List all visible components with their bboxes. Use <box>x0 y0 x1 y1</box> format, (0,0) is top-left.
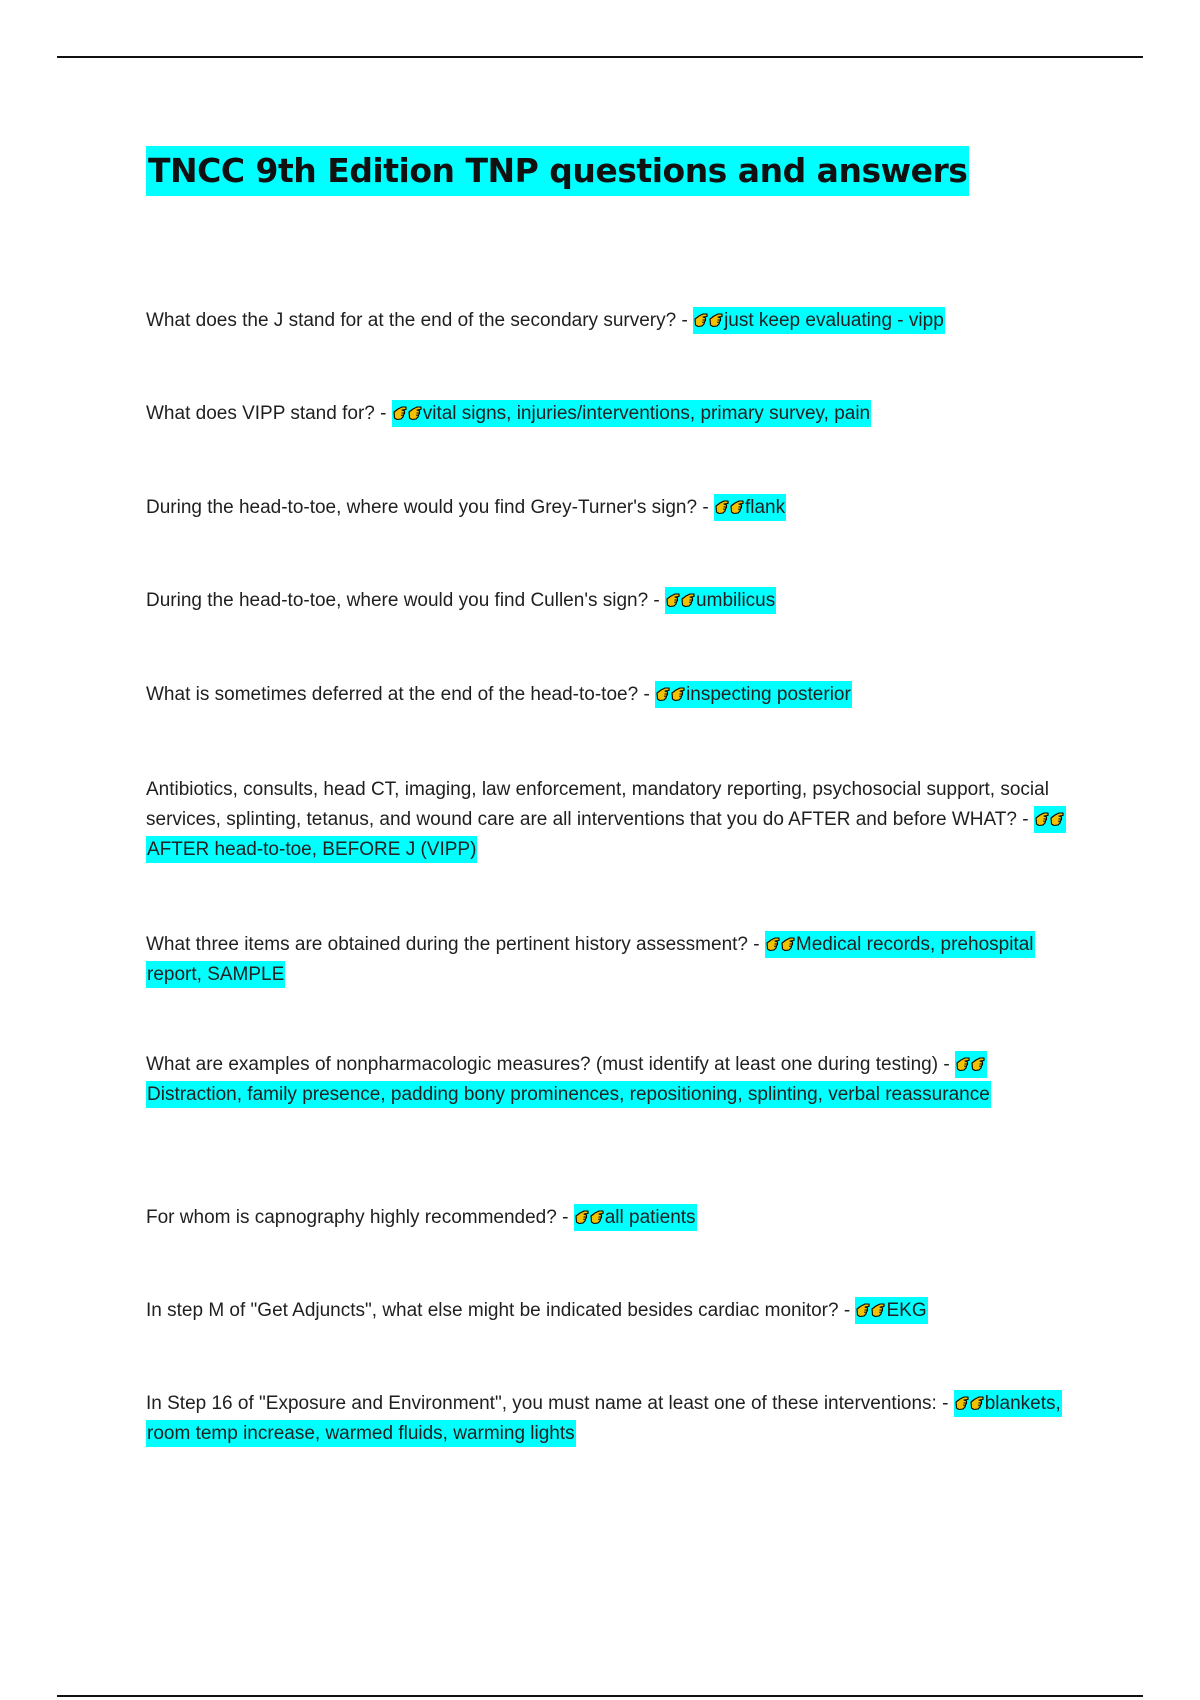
answer-highlight <box>714 494 786 521</box>
pointing-hand-icon <box>1035 809 1065 829</box>
question-text: What does the J stand for at the end of the secondary survery? - <box>146 310 688 331</box>
answer-highlight <box>392 400 871 427</box>
pointing-hand-icon <box>656 684 686 704</box>
answer-highlight <box>665 587 776 614</box>
question-text: What are examples of nonpharmacologic measures? (must identify at least one during testing) - <box>146 1054 950 1075</box>
question-text: Antibiotics, consults, head CT, imaging, law enforcement, mandatory reporting, psychosocial support, social services, splinting, tetanus, and wound care are all interventions that you do AFTER and before WHAT? - <box>146 779 1049 830</box>
qa-item <box>146 930 1066 990</box>
pointing-hand-icon <box>715 497 745 517</box>
qa-item <box>146 399 1066 429</box>
pointing-hand-icon <box>393 403 423 423</box>
pointing-hand-icon <box>666 590 696 610</box>
qa-item <box>146 493 1066 523</box>
qa-item <box>146 1296 1066 1326</box>
qa-item <box>146 586 1066 616</box>
answer-text: Medical records, prehospital report, SAMPLE <box>147 934 1034 985</box>
page-title: TNCC 9th Edition TNP questions and answers <box>146 146 969 196</box>
question-text: What is sometimes deferred at the end of the head-to-toe? - <box>146 684 650 705</box>
pointing-hand-icon <box>856 1300 886 1320</box>
qa-item <box>146 1203 1066 1233</box>
answer-text: AFTER head-to-toe, BEFORE J (VIPP) <box>147 839 477 860</box>
answer-text: vital signs, injuries/interventions, primary survey, pain <box>422 403 871 424</box>
question-text: In step M of "Get Adjuncts", what else might be indicated besides cardiac monitor? - <box>146 1300 851 1321</box>
question-text: In Step 16 of "Exposure and Environment", you must name at least one of these interventions: - <box>146 1393 949 1414</box>
qa-item <box>146 306 1066 336</box>
answer-text: blankets, room temp increase, warmed fluids, warming lights <box>147 1393 1061 1444</box>
pointing-hand-icon <box>575 1207 605 1227</box>
qa-item <box>146 1050 1066 1110</box>
bottom-rule <box>57 1695 1143 1697</box>
answer-text: EKG <box>886 1300 927 1321</box>
answer-highlight <box>693 307 945 334</box>
qa-item <box>146 775 1066 865</box>
pointing-hand-icon <box>766 934 796 954</box>
answer-highlight <box>855 1297 927 1324</box>
question-text: During the head-to-toe, where would you find Grey-Turner's sign? - <box>146 497 709 518</box>
pointing-hand-icon <box>956 1054 986 1074</box>
top-rule <box>57 56 1143 58</box>
answer-text: flank <box>744 497 786 518</box>
answer-text: inspecting posterior <box>686 684 851 705</box>
qa-item <box>146 1389 1066 1449</box>
answer-text: all patients <box>604 1207 696 1228</box>
answer-text: just keep evaluating - vipp <box>724 310 944 331</box>
answer-text: Distraction, family presence, padding bony prominences, repositioning, splinting, verbal reassurance <box>147 1084 990 1105</box>
pointing-hand-icon <box>955 1393 985 1413</box>
qa-item <box>146 680 1066 710</box>
question-text: What three items are obtained during the pertinent history assessment? - <box>146 934 760 955</box>
pointing-hand-icon <box>694 310 724 330</box>
question-text: For whom is capnography highly recommended? - <box>146 1207 569 1228</box>
answer-text: umbilicus <box>696 590 776 611</box>
answer-highlight <box>655 681 852 708</box>
answer-highlight <box>574 1204 697 1231</box>
question-text: During the head-to-toe, where would you find Cullen's sign? - <box>146 590 660 611</box>
question-text: What does VIPP stand for? - <box>146 403 387 424</box>
title-block <box>146 146 969 196</box>
